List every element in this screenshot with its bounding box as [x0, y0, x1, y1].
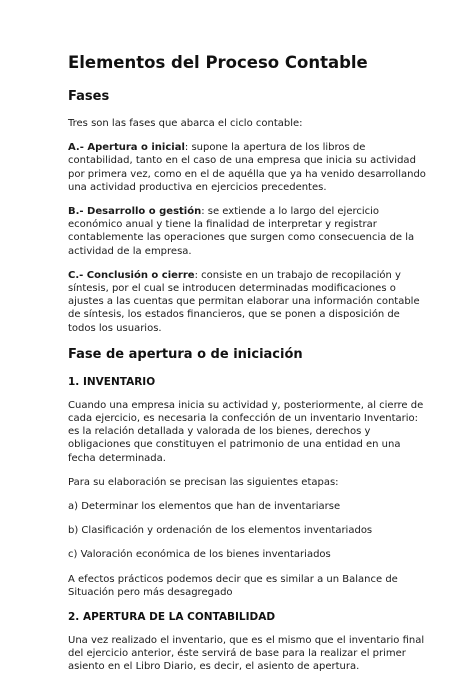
- section-heading-fase-apertura: Fase de apertura o de iniciación: [68, 346, 303, 362]
- inventario-paragraph: Cuando una empresa inicia su actividad y, posteriormente, al cierre de cada ejercicio, es necesaria la confección de un inventario Inventario: es la relación detallada y valorada de los bienes, derechos y obligaciones que constituyen el patrimonio de una entidad en una fecha determinada.: [68, 399, 424, 464]
- subsection-heading-apertura-contabilidad: 2. APERTURA DE LA CONTABILIDAD: [68, 611, 276, 624]
- section-heading-fases: Fases: [68, 89, 110, 104]
- document-title: Elementos del Proceso Contable: [68, 53, 368, 72]
- fase-item-label: C.- Conclusión o cierre: [68, 269, 195, 281]
- inventario-step: b) Clasificación y ordenación de los elementos inventariados: [68, 525, 373, 537]
- fases-intro: Tres son las fases que abarca el ciclo contable:: [68, 118, 303, 129]
- fase-item-label: A.- Apertura o inicial: [68, 142, 185, 154]
- fase-item-desarrollo: [68, 205, 430, 258]
- inventario-etapas-intro: Para su elaboración se precisan las siguientes etapas:: [68, 476, 339, 488]
- inventario-note: A efectos prácticos podemos decir que es similar a un Balance de Situación pero más desagregado: [68, 573, 398, 598]
- apertura-paragraph: Una vez realizado el inventario, que es el mismo que el inventario final del ejercicio anterior, éste servirá de base para la realizar el primer asiento en el Libro Diario, es decir, el asiento de apertura.: [68, 635, 425, 673]
- fase-item-apertura: [68, 141, 430, 194]
- inventario-step: c) Valoración económica de los bienes inventariados: [68, 549, 331, 561]
- fase-item-text: : se extiende a lo largo del ejercicio económico anual y tiene la finalidad de interpretar y registrar contablemente las operaciones que surgen como consecuencia de la actividad de la empresa.: [68, 206, 415, 257]
- fase-item-text: : supone la apertura de los libros de contabilidad, tanto en el caso de una empresa que inicia su actividad por primera vez, como en el de aquélla que ya ha venido desarrollando una actividad productiva en ejercicios precedentes.: [68, 142, 426, 193]
- inventario-step: a) Determinar los elementos que han de inventariarse: [68, 501, 341, 513]
- subsection-heading-inventario: 1. INVENTARIO: [68, 375, 156, 388]
- fase-item-text: : consiste en un trabajo de recopilación y síntesis, por el cual se introducen determinadas modificaciones o ajustes a las cuentas que permitan elaborar una información contable de síntesis, los estados financieros, que se ponen a disposición de todos los usuarios.: [68, 269, 420, 334]
- fase-item-label: B.- Desarrollo o gestión: [68, 206, 202, 218]
- fase-item-conclusion: [68, 269, 430, 335]
